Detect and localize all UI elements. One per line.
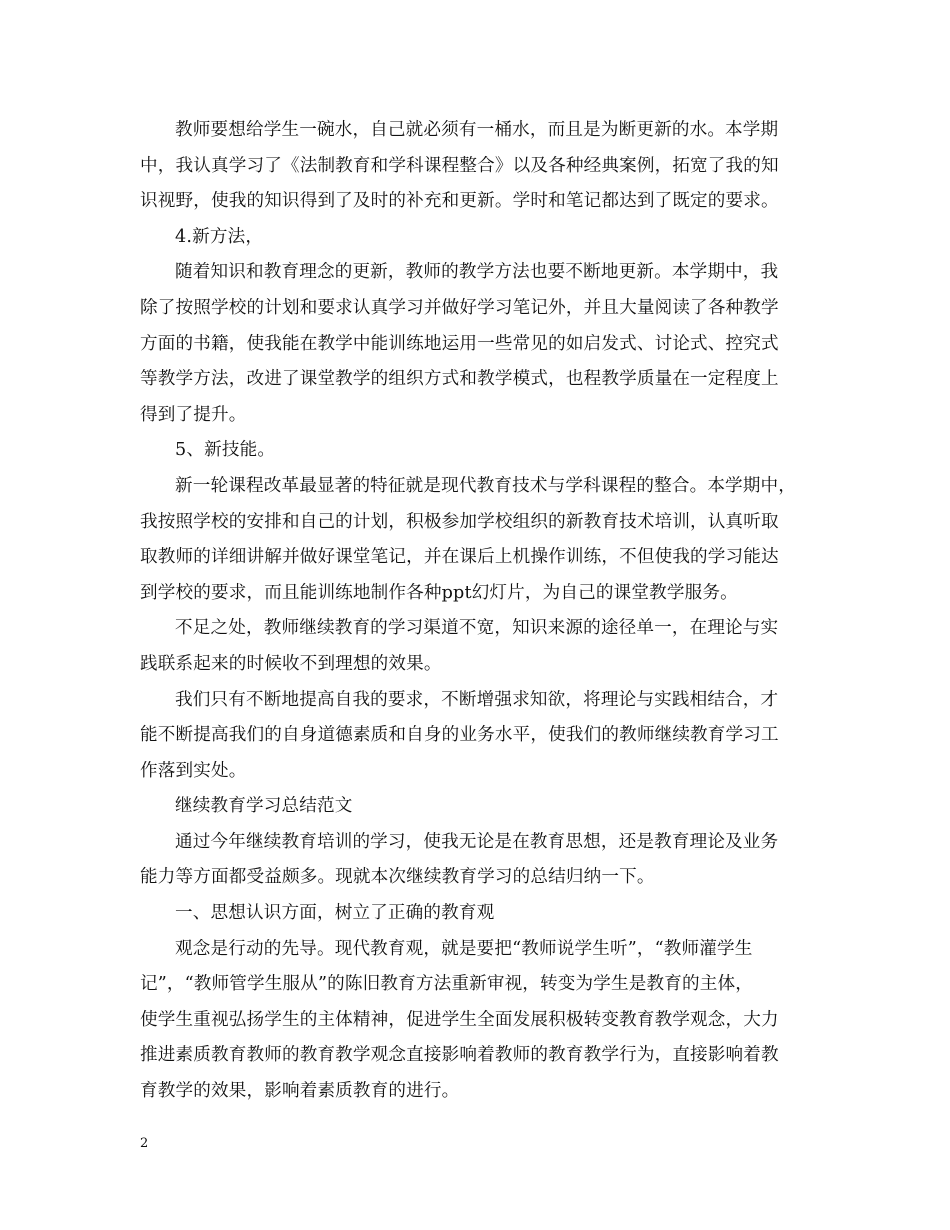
text-line: 除了按照学校的计划和要求认真学习并做好学习笔记外，并且大量阅读了各种教学 <box>140 297 779 318</box>
text-line: 能力等方面都受益颇多。现就本次继续教育学习的总结归纳一下。 <box>140 867 655 888</box>
text-line: 新一轮课程改革最显著的特征就是现代教育技术与学科课程的整合。本学期中， <box>175 475 797 496</box>
text-line: 随着知识和教育理念的更新，教师的教学方法也要不断地更新。本学期中，我 <box>175 262 779 283</box>
text-line: 5、新技能。 <box>175 440 276 461</box>
text-line: 4.新方法， <box>175 226 264 247</box>
text-line: 取教师的详细讲解并做好课堂笔记，并在课后上机操作训练，不但使我的学习能达 <box>140 547 779 568</box>
text-line: 通过今年继续教育培训的学习，使我无论是在教育思想，还是教育理论及业务 <box>175 831 779 852</box>
body-text <box>140 113 816 1110</box>
text-line: 继续教育学习总结范文 <box>175 796 353 817</box>
text-line: 教师要想给学生一碗水，自己就必须有一桶水，而且是为断更新的水。本学期 <box>175 120 779 140</box>
page-number: 2 <box>140 1136 149 1151</box>
text-line: 得到了提升。 <box>140 404 247 425</box>
text-line: 等教学方法，改进了课堂教学的组织方式和教学模式，也程教学质量在一定程度上 <box>140 369 779 390</box>
text-line: 方面的书籍，使我能在教学中能训练地运用一些常见的如启发式、讨论式、控究式 <box>140 333 779 354</box>
text-line: 识视野，使我的知识得到了及时的补充和更新。学时和笔记都达到了既定的要求。 <box>140 191 779 212</box>
text-line: 观念是行动的先导。现代教育观，就是要把“教师说学生听”，“教师灌学生 <box>175 938 753 959</box>
text-line: 中，我认真学习了《法制教育和学科课程整合》以及各种经典案例，拓宽了我的知 <box>140 155 779 176</box>
text-line: 一、思想认识方面，树立了正确的教育观 <box>175 903 495 924</box>
text-line: 使学生重视弘扬学生的主体精神，促进学生全面发展积极转变教育教学观念，大力 <box>140 1009 779 1030</box>
text-line: 我按照学校的安排和自己的计划，积极参加学校组织的新教育技术培训，认真听取 <box>140 511 779 532</box>
text-line: 作落到实处。 <box>140 760 247 781</box>
text-line: 推进素质教育教师的教育教学观念直接影响着教师的教育教学行为，直接影响着教 <box>140 1045 779 1066</box>
text-line: 到学校的要求，而且能训练地制作各种ppt幻灯片，为自己的课堂教学服务。 <box>140 582 738 603</box>
text-line: 不足之处，教师继续教育的学习渠道不宽，知识来源的途径单一，在理论与实 <box>175 618 779 639</box>
text-line: 能不断提高我们的自身道德素质和自身的业务水平，使我们的教师继续教育学习工 <box>140 725 779 746</box>
text-line: 育教学的效果，影响着素质教育的进行。 <box>140 1081 460 1102</box>
text-line: 记”，“教师管学生服从”的陈旧教育方法重新审视，转变为学生是教育的主体， <box>140 974 753 995</box>
text-line: 我们只有不断地提高自我的要求，不断增强求知欲，将理论与实践相结合，才 <box>175 689 779 710</box>
text-line: 践联系起来的时候收不到理想的效果。 <box>140 653 442 674</box>
